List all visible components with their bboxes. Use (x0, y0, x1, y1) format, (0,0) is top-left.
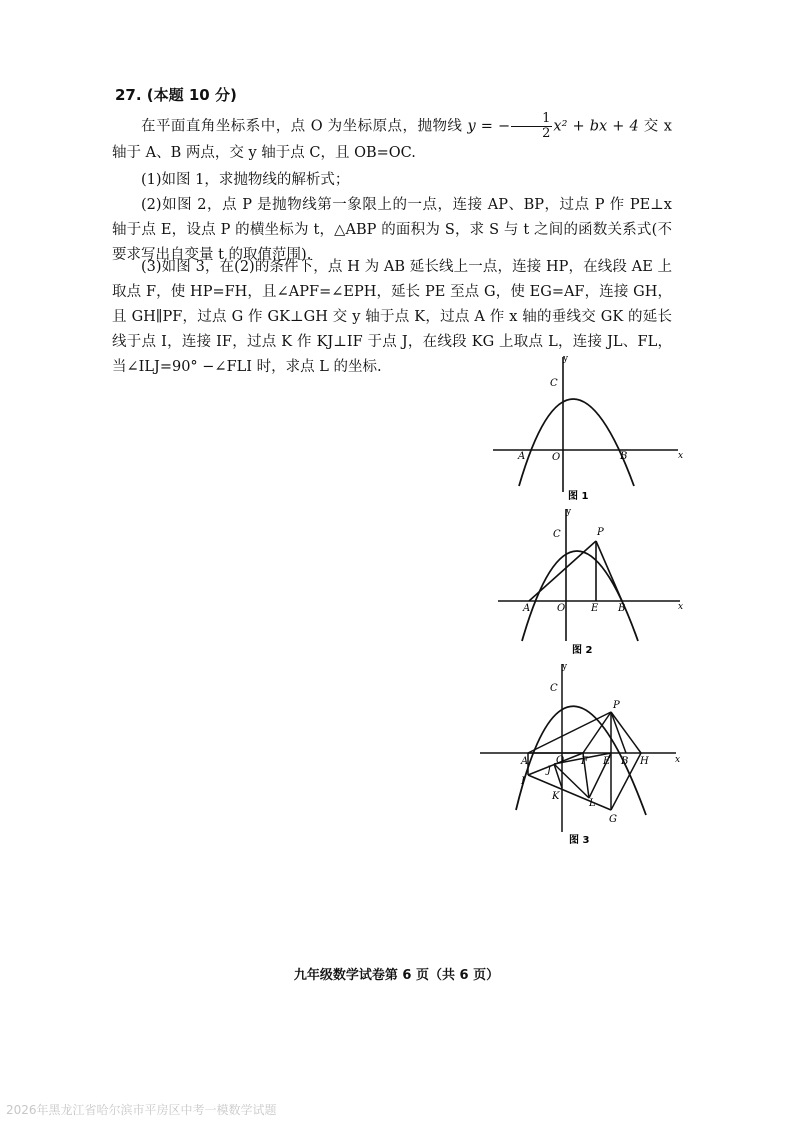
label-E: E (603, 756, 611, 767)
label-A: A (523, 603, 531, 614)
formula-y: y = − (467, 118, 511, 135)
label-C: C (553, 529, 561, 540)
segment-PB (611, 712, 626, 753)
label-B: B (621, 756, 629, 767)
formula-fraction (511, 112, 552, 141)
watermark: 2026年黑龙江省哈尔滨市平房区中考一模数学试题 (6, 1103, 277, 1117)
question-title: 27. (本题 10 分) (115, 86, 237, 104)
label-L: L (589, 798, 596, 809)
label-C: C (550, 683, 558, 694)
label-B: B (618, 603, 626, 614)
question-part-1: (1)如图 1，求抛物线的解析式； (141, 172, 350, 188)
label-y: y (566, 507, 572, 517)
segment-IG (528, 775, 611, 810)
label-G: G (609, 814, 617, 825)
figure-3-caption: 图 3 (569, 835, 590, 846)
figure-2-caption: 图 2 (572, 645, 593, 656)
label-O: O (552, 452, 561, 463)
label-H: H (640, 756, 649, 767)
label-y: y (562, 662, 568, 672)
label-I: I (521, 776, 525, 787)
segment-BP (596, 541, 622, 601)
figure-3 (476, 660, 691, 850)
parabola (519, 399, 634, 486)
fraction-numerator: 1 (511, 112, 552, 127)
label-A: A (521, 756, 529, 767)
label-C: C (550, 378, 558, 389)
label-J: J (547, 765, 552, 776)
label-B: B (620, 451, 628, 462)
figure-2 (490, 505, 690, 657)
question-part-3: (3)如图 3，在(2)的条件下，点 H 为 AB 延长线上一点，连接 HP，在线段 AE 上取点 F，使 HP=FH，且∠APF=∠EPH，延长 PE 至点 G，使 EG=AF，连接 GH，且 GH∥PF，过点 G 作 GK⊥GH 交 y 轴于点 K，过点 A 作 x 轴的垂线交 GK 的延长线于点 I，连接 IF，过点 K 作 KJ⊥IF 于点 J，在线段 KG 上取点 L，连接 JL、FL，当∠ILJ=90° −∠FLI 时，求点 L 的坐标. (112, 259, 672, 375)
intro-text-b: 交 x 轴于 A、B 两点，交 y 轴于点 C，且 OB=OC. (112, 118, 672, 161)
label-A: A (518, 451, 526, 462)
label-E: E (591, 603, 599, 614)
label-F: F (581, 756, 588, 767)
label-y: y (563, 354, 569, 364)
label-x: x (675, 755, 681, 765)
label-P: P (597, 527, 604, 538)
fraction-denominator: 2 (542, 126, 551, 141)
label-x: x (678, 602, 684, 612)
label-O: O (556, 755, 565, 766)
segment-AP (529, 541, 596, 601)
label-P: P (613, 700, 620, 711)
label-x: x (678, 451, 684, 461)
question-part-2: (2)如图 2，点 P 是抛物线第一象限上的一点，连接 AP、BP，过点 P 作 PE⊥x 轴于点 E，设点 P 的横坐标为 t，△ABP 的面积为 S，求 S 与 t 之间的函数关系式(不要求写出自变量 t 的取值范围). (112, 197, 672, 263)
question-intro (112, 112, 672, 166)
formula-rest: x² + bx + 4 (553, 118, 639, 135)
intro-text-a: 在平面直角坐标系中，点 O 为坐标原点，抛物线 (141, 118, 463, 135)
label-O: O (557, 603, 566, 614)
segment-AP (528, 712, 611, 753)
figure-1-caption: 图 1 (568, 491, 589, 502)
page-footer: 九年级数学试卷第 6 页（共 6 页） (293, 968, 500, 983)
label-K: K (552, 791, 560, 802)
figure-1 (488, 352, 688, 504)
